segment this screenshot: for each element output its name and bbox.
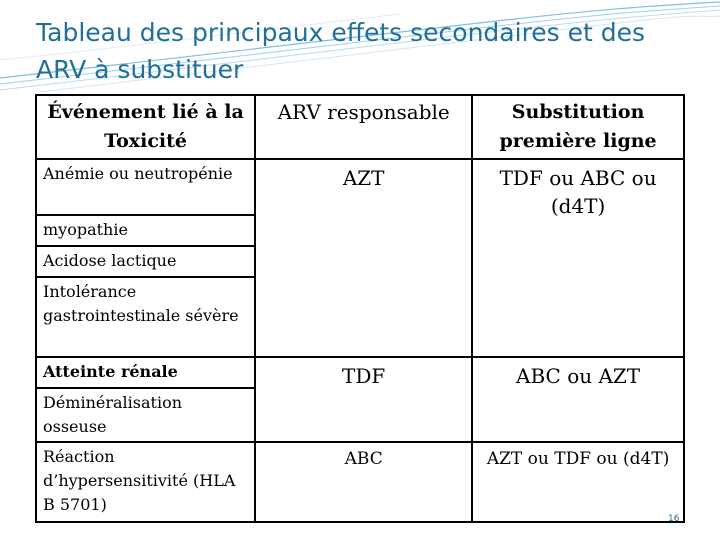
page-number: 16	[668, 514, 680, 524]
arv-cell: TDF	[255, 357, 472, 442]
table-row	[36, 357, 684, 388]
event-cell: Anémie ou neutropénie	[36, 159, 255, 215]
side-effects-table	[35, 94, 685, 523]
substitution-cell: AZT ou TDF ou (d4T)	[472, 442, 684, 522]
event-cell: Atteinte rénale	[36, 357, 255, 388]
header-arv: ARV responsable	[255, 95, 472, 159]
table-row	[36, 442, 684, 522]
event-cell: Intolérance gastrointestinale sévère	[36, 277, 255, 357]
event-cell: Déminéralisation osseuse	[36, 388, 255, 442]
header-substitution: Substitution première ligne	[472, 95, 684, 159]
header-event: Événement lié à la Toxicité	[36, 95, 255, 159]
event-cell: myopathie	[36, 215, 255, 246]
arv-cell: ABC	[255, 442, 472, 522]
arv-cell: AZT	[255, 159, 472, 357]
substitution-cell: ABC ou AZT	[472, 357, 684, 442]
event-cell: Réaction d’hypersensitivité (HLA B 5701)	[36, 442, 255, 522]
slide-title: Tableau des principaux effets secondaires et des ARV à substituer	[36, 18, 646, 84]
table-header-row	[36, 95, 684, 159]
event-cell: Acidose lactique	[36, 246, 255, 277]
table-row	[36, 159, 684, 215]
substitution-cell: TDF ou ABC ou (d4T)	[472, 159, 684, 357]
